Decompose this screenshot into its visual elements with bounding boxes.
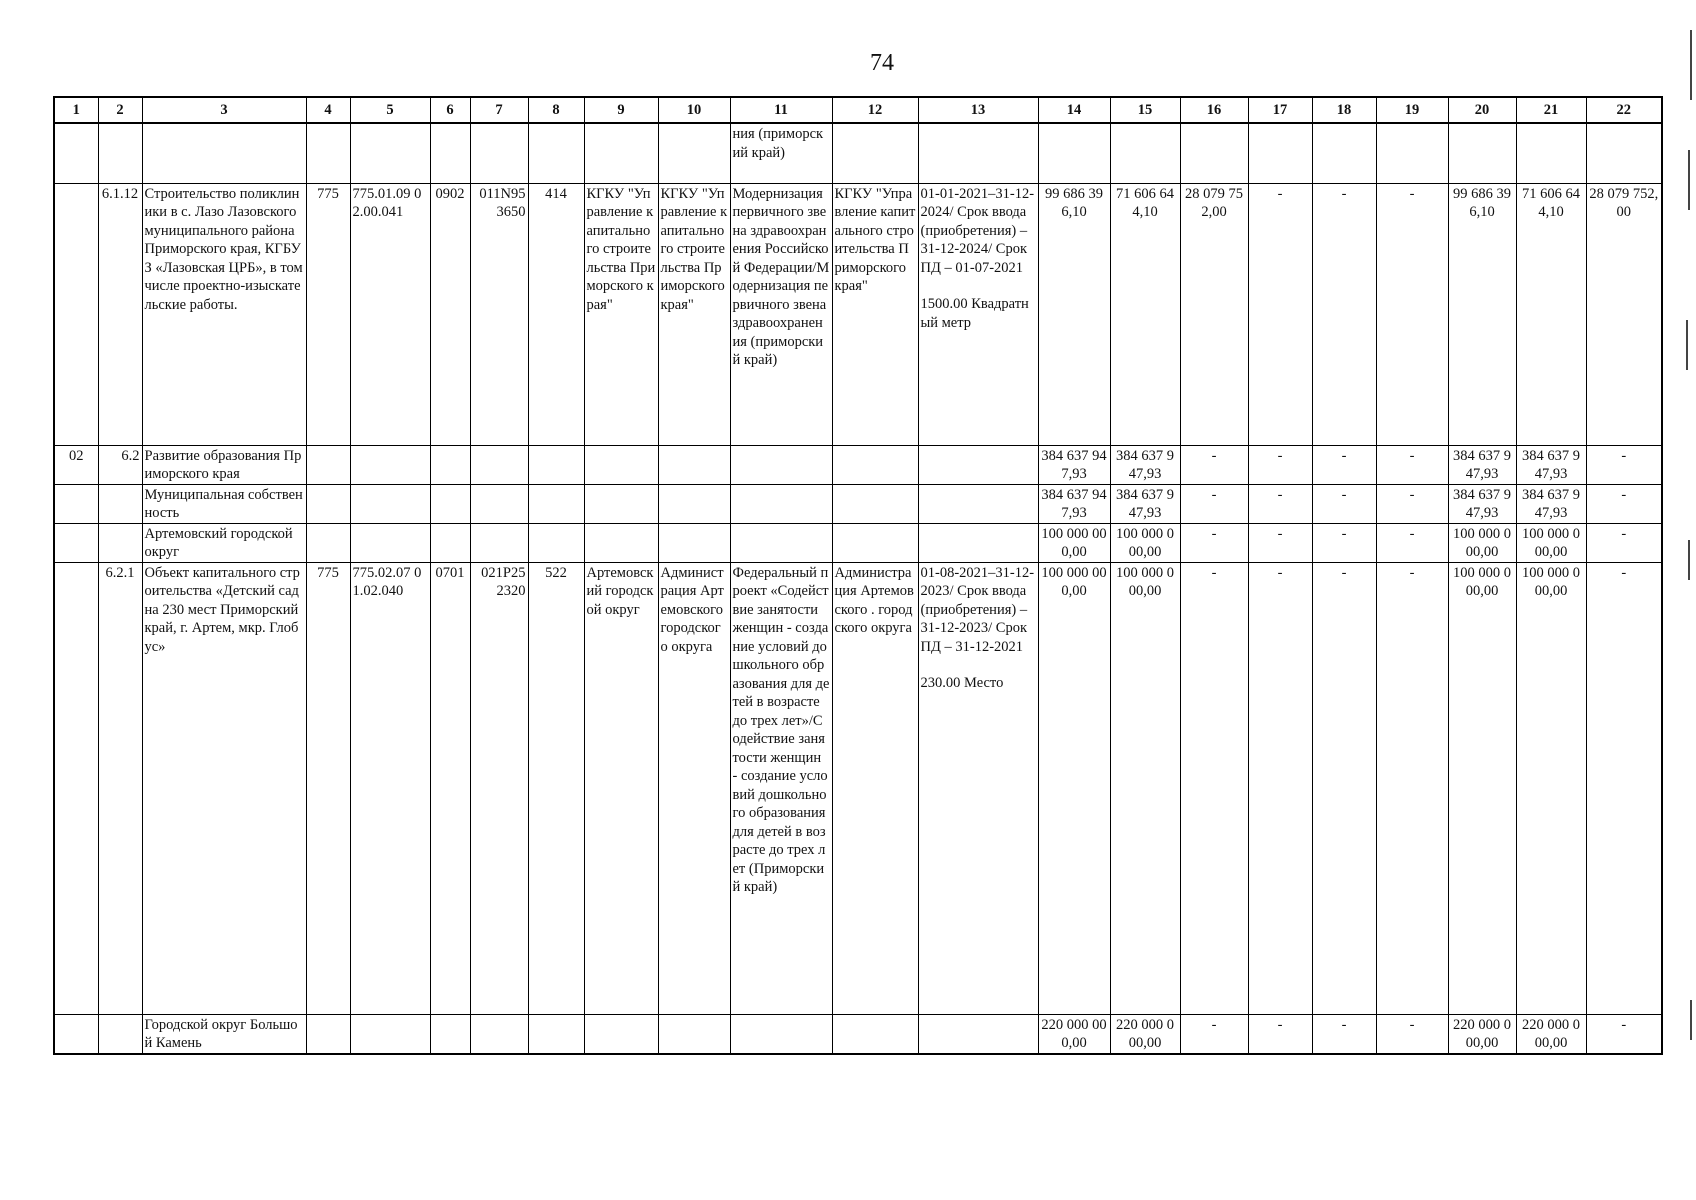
data-table [53,96,1663,1055]
col-header: 3 [142,97,306,123]
cell-col19: - [1376,484,1448,523]
cell-col20: 100 000 000,00 [1448,562,1516,1014]
cell-col7: 011N95 3650 [470,183,528,445]
cell-col10: КГКУ "Управление капитального строительства Приморского края" [658,183,730,445]
scan-edge-mark [1686,320,1688,370]
cell-col11: ния (приморский край) [730,123,832,183]
cell-col18: - [1312,562,1376,1014]
col-header: 12 [832,97,918,123]
cell-col16: - [1180,1014,1248,1054]
cell-col18: - [1312,1014,1376,1054]
cell-col15: 100 000 000,00 [1110,523,1180,562]
cell-col21: 100 000 000,00 [1516,523,1586,562]
cell-col21: 384 637 947,93 [1516,445,1586,484]
table-row [54,123,1662,183]
cell-col9: КГКУ "Управление капитального строительства Приморского края" [584,183,658,445]
cell-col19: - [1376,183,1448,445]
cell-col6: 0701 [430,562,470,1014]
cell-col1 [54,562,98,1014]
cell-col14: 100 000 000,00 [1038,562,1110,1014]
scan-edge-mark [1688,540,1690,580]
cell-col20: 384 637 947,93 [1448,484,1516,523]
cell-col11: Федеральный проект «Содействие занятости женщин - создание условий дошкольного образования для детей в возрасте до трех лет»/Содействие занятости женщин - создание условий дошкольного образования для детей в возрасте до трех лет (Приморский край) [730,562,832,1014]
cell-col21: 384 637 947,93 [1516,484,1586,523]
cell-col12: КГКУ "Управление капитального строительства Приморского края" [832,183,918,445]
cell-col14: 384 637 947,93 [1038,445,1110,484]
table-row [54,523,1662,562]
cell-col3: Объект капитального строительства «Детский сад на 230 мест Приморский край, г. Артем, мкр. Глобус» [142,562,306,1014]
cell-col14: 384 637 947,93 [1038,484,1110,523]
cell-col11: Модернизация первичного звена здравоохранения Российской Федерации/Модернизация первичного звена здравоохранения (приморский край) [730,183,832,445]
cell-col19: - [1376,523,1448,562]
cell-col22: 28 079 752,00 [1586,183,1662,445]
cell-col16: - [1180,562,1248,1014]
cell-col17: - [1248,1014,1312,1054]
col-header: 8 [528,97,584,123]
cell-col20: 220 000 000,00 [1448,1014,1516,1054]
cell-col22: - [1586,562,1662,1014]
cell-col9: Артемовский городской округ [584,562,658,1014]
table-row [54,1014,1662,1054]
col-header: 7 [470,97,528,123]
cell-col4: 775 [306,562,350,1014]
col-header: 17 [1248,97,1312,123]
cell-col1 [54,484,98,523]
header-row [54,97,1662,123]
col-header: 18 [1312,97,1376,123]
scan-edge-mark [1690,30,1692,100]
table-row [54,484,1662,523]
col-header: 6 [430,97,470,123]
col-header: 19 [1376,97,1448,123]
cell-col17: - [1248,562,1312,1014]
cell-col22: - [1586,484,1662,523]
cell-col22: - [1586,1014,1662,1054]
cell-col22: - [1586,523,1662,562]
cell-col7: 021P25 2320 [470,562,528,1014]
cell-col1: 02 [54,445,98,484]
table-row [54,445,1662,484]
cell-col22: - [1586,445,1662,484]
cell-col3: Муниципальная собственность [142,484,306,523]
cell-col21: 100 000 000,00 [1516,562,1586,1014]
cell-col17: - [1248,183,1312,445]
cell-col17: - [1248,445,1312,484]
cell-col3: Строительство поликлиники в с. Лазо Лазовского муниципального района Приморского края, КГБУЗ «Лазовская ЦРБ», в том числе проектно-изыскательские работы. [142,183,306,445]
cell-col20: 99 686 396,10 [1448,183,1516,445]
scan-edge-mark [1690,1000,1692,1040]
cell-col13 [918,562,1038,1014]
col-header: 20 [1448,97,1516,123]
cell-col3: Артемовский городской округ [142,523,306,562]
cell-col3: Городской округ Большой Камень [142,1014,306,1054]
cell-col5: 775.02.07 01.02.040 [350,562,430,1014]
col-header: 2 [98,97,142,123]
cell-col1 [54,1014,98,1054]
cell-col17: - [1248,523,1312,562]
col-header: 1 [54,97,98,123]
cell-col19: - [1376,562,1448,1014]
cell-col8: 414 [528,183,584,445]
col-header: 5 [350,97,430,123]
cell-col18: - [1312,484,1376,523]
col-header: 4 [306,97,350,123]
col-header: 10 [658,97,730,123]
col-header: 9 [584,97,658,123]
cell-col20: 100 000 000,00 [1448,523,1516,562]
cell-col8: 522 [528,562,584,1014]
capacity-text: 230.00 Место [920,675,1004,691]
cell-col3: Развитие образования Приморского края [142,445,306,484]
col-header: 13 [918,97,1038,123]
cell-col16: 28 079 752,00 [1180,183,1248,445]
cell-col1 [54,183,98,445]
cell-col19: - [1376,445,1448,484]
cell-col2 [98,1014,142,1054]
cell-col6: 0902 [430,183,470,445]
col-header: 22 [1586,97,1662,123]
cell-col16: - [1180,484,1248,523]
table-row [54,183,1662,445]
cell-col21: 220 000 000,00 [1516,1014,1586,1054]
cell-col2: 6.2 [98,445,142,484]
cell-col13 [918,183,1038,445]
cell-col15: 100 000 000,00 [1110,562,1180,1014]
col-header: 21 [1516,97,1586,123]
cell-col4: 775 [306,183,350,445]
cell-col2: 6.2.1 [98,562,142,1014]
cell-col20: 384 637 947,93 [1448,445,1516,484]
cell-col19: - [1376,1014,1448,1054]
cell-col15: 384 637 947,93 [1110,484,1180,523]
cell-col18: - [1312,523,1376,562]
cell-col15: 384 637 947,93 [1110,445,1180,484]
cell-col5: 775.01.09 02.00.041 [350,183,430,445]
cell-col12: Администрация Артемовского . городского округа [832,562,918,1014]
cell-col1 [54,523,98,562]
cell-col16: - [1180,445,1248,484]
cell-col18: - [1312,445,1376,484]
cell-col2 [98,523,142,562]
cell-col16: - [1180,523,1248,562]
cell-col14: 220 000 000,00 [1038,1014,1110,1054]
col-header: 14 [1038,97,1110,123]
cell-col17: - [1248,484,1312,523]
cell-col14: 99 686 396,10 [1038,183,1110,445]
cell-col15: 71 606 644,10 [1110,183,1180,445]
cell-col2 [98,484,142,523]
cell-col15: 220 000 000,00 [1110,1014,1180,1054]
cell-col14: 100 000 000,00 [1038,523,1110,562]
capacity-text: 1500.00 Квадратный метр [920,296,1029,331]
cell-col2: 6.1.12 [98,183,142,445]
scan-edge-mark [1688,150,1690,210]
table-row [54,562,1662,1014]
cell-col18: - [1312,183,1376,445]
term-text: 01-08-2021–31-12-2023/ Срок ввода (приобретения) – 31-12-2023/ Срок ПД – 31-12-2021 [920,564,1035,655]
term-text: 01-01-2021–31-12-2024/ Срок ввода (приобретения) – 31-12-2024/ Срок ПД – 01-07-2021 [920,185,1035,276]
page-number: 74 [870,50,894,76]
cell-col21: 71 606 644,10 [1516,183,1586,445]
col-header: 15 [1110,97,1180,123]
cell-col10: Администрация Артемовского городского округа [658,562,730,1014]
col-header: 11 [730,97,832,123]
col-header: 16 [1180,97,1248,123]
